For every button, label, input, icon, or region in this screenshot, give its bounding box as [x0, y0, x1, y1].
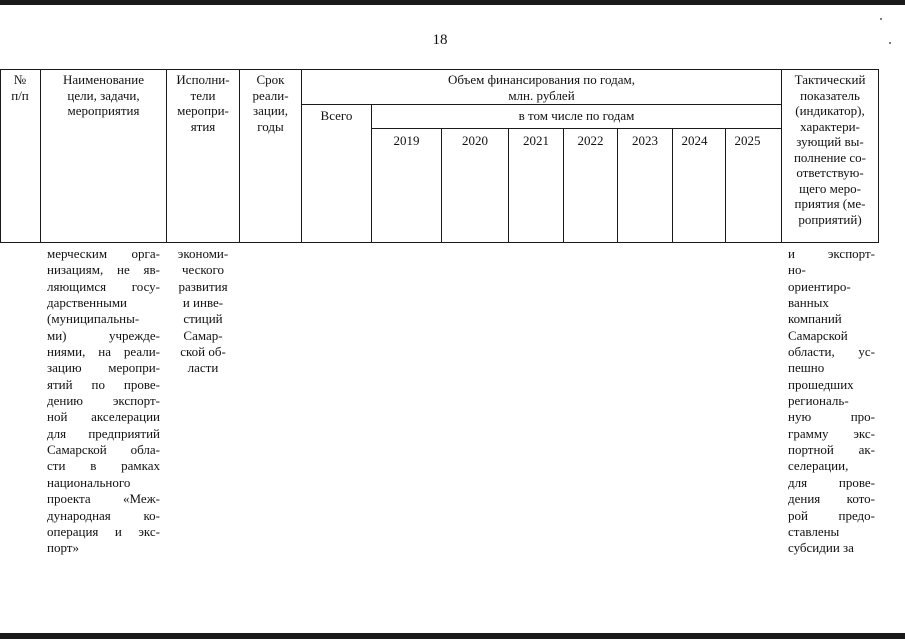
header-executors: Исполни- тели меропри- ятия	[176, 72, 230, 134]
text-line: для предприятий	[47, 425, 160, 441]
header-num: № п/п	[11, 72, 29, 103]
header-term: Срок реали- зации, годы	[252, 72, 289, 134]
header-tactical-indicator: Тактический показатель (индикатор), характери- зующий вы- полнение со- ответствую- щего меро- приятия (ме- роприятий)	[793, 72, 867, 227]
text-line: экономи-	[177, 246, 229, 261]
text-line: дения кото-	[788, 491, 875, 507]
page-number: 18	[432, 32, 448, 48]
text-line: операция и экс-	[47, 523, 160, 539]
text-line: ласти	[187, 360, 219, 376]
text-line: рой предо-	[788, 507, 875, 523]
grid-line	[0, 69, 879, 70]
text-line: и экспорт-	[788, 246, 875, 261]
header-year: 2019	[393, 133, 420, 148]
header-including-by-years: в том числе по годам	[518, 108, 635, 123]
text-line: пешно	[788, 360, 825, 376]
text-line: компаний	[788, 311, 842, 327]
text-line: для прове-	[788, 474, 875, 490]
text-line: низациям, не яв-	[47, 262, 160, 278]
text-line: ятий по прове-	[47, 376, 160, 392]
text-line: зацию меропри-	[47, 360, 160, 376]
text-line: ную про-	[788, 409, 875, 425]
text-line: субсидии за	[788, 540, 854, 556]
text-line: дению экспорт-	[47, 393, 160, 409]
text-line: портной ак-	[788, 442, 875, 458]
text-line: прошедших	[788, 376, 854, 392]
scan-speck	[889, 42, 891, 44]
text-line: ческого	[181, 262, 225, 278]
header-year: 2020	[462, 133, 488, 148]
row-indicator-cell	[788, 246, 875, 557]
grid-line	[301, 104, 782, 105]
grid-line	[371, 104, 372, 242]
header-year: 2025	[734, 133, 761, 148]
text-line: селерации,	[788, 458, 849, 474]
text-line: ми) учрежде-	[47, 327, 160, 343]
header-year: 2023	[632, 133, 658, 148]
bottom-scan-border	[0, 633, 905, 639]
text-line: и инве-	[182, 295, 224, 311]
text-line: дарственными	[47, 295, 127, 311]
text-line: проекта «Меж-	[47, 491, 160, 507]
text-line: ляющимся госу-	[47, 278, 160, 294]
scan-speck	[880, 18, 882, 20]
grid-line	[878, 69, 879, 242]
text-line: порт»	[47, 540, 79, 556]
header-year: 2024	[681, 133, 708, 148]
text-line: Самарской	[788, 327, 848, 343]
header-year: 2022	[577, 133, 604, 148]
text-line: развития	[178, 278, 228, 294]
text-line: ставлены	[788, 523, 840, 539]
grid-line	[371, 128, 782, 129]
header-funding-volume: Объем финансирования по годам, млн. рублей	[447, 72, 636, 103]
header-name: Наименование цели, задачи, мероприятия	[63, 72, 144, 118]
text-line: ниями, на реали-	[47, 344, 160, 360]
text-line: (муниципальны-	[47, 311, 140, 327]
text-line: стиций	[183, 311, 223, 327]
text-line: области, ус-	[788, 344, 875, 360]
text-line: мерческим орга-	[47, 246, 160, 261]
text-line: сти в рамках	[47, 458, 160, 474]
text-line: ориентиро-	[788, 278, 851, 294]
text-line: Самарской обла-	[47, 442, 160, 458]
text-line: Самар-	[183, 327, 223, 343]
grid-line	[0, 242, 879, 243]
text-line: но-	[788, 262, 806, 278]
top-scan-border	[0, 0, 905, 5]
text-line: ской об-	[180, 344, 226, 360]
row-executors-cell	[167, 246, 239, 377]
text-line: ной акселерации	[47, 409, 160, 425]
text-line: региональ-	[788, 393, 849, 409]
text-line: национального	[47, 474, 131, 490]
row-name-cell	[47, 246, 160, 557]
header-total: Всего	[320, 108, 353, 123]
text-line: ванных	[788, 295, 829, 311]
header-year: 2021	[523, 133, 549, 148]
text-line: дународная ко-	[47, 507, 160, 523]
text-line: грамму экс-	[788, 425, 875, 441]
